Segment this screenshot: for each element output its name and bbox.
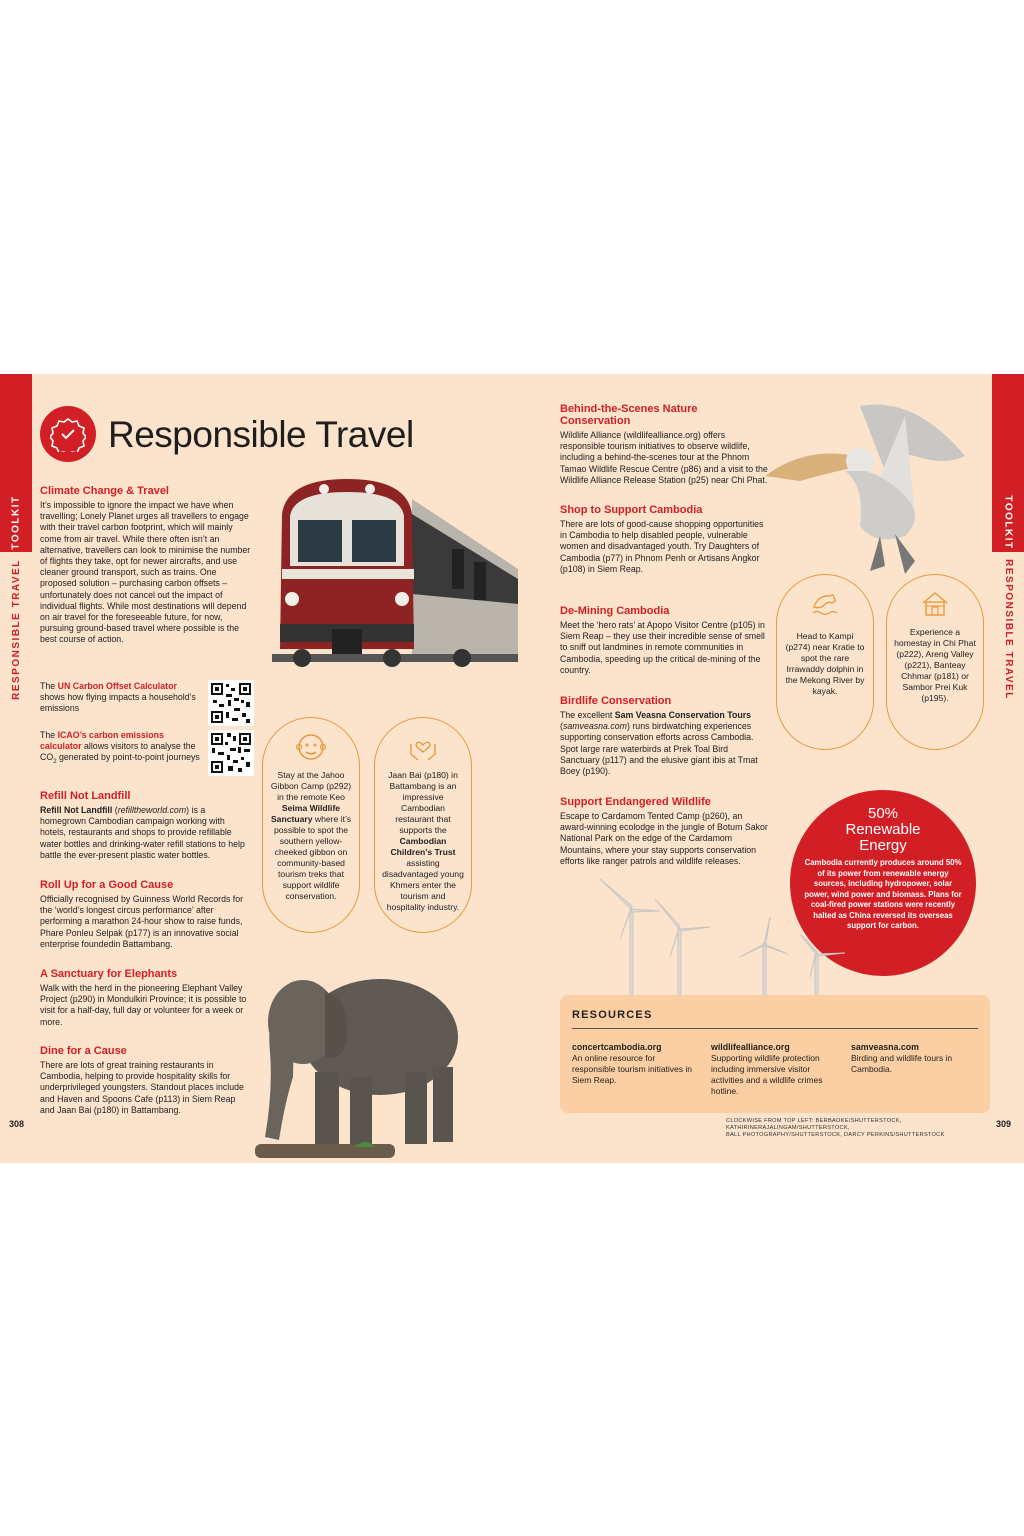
page-number-left: 308 [9, 1119, 25, 1129]
page-number-right: 309 [996, 1119, 1012, 1129]
resource-item: concertcambodia.org An online resource for responsible tourism initiatives in Siem Reap. [572, 1042, 700, 1086]
wind-turbines-illustration [560, 869, 860, 997]
dolphin-icon [810, 589, 840, 619]
resources-title: RESOURCES [572, 1009, 653, 1021]
rollup-heading: Roll Up for a Good Cause [40, 879, 174, 891]
resource-link-concertcambodia[interactable]: concertcambodia.org [572, 1042, 662, 1052]
responsible-badge-icon [40, 406, 96, 462]
house-icon [920, 589, 950, 619]
refill-heading: Refill Not Landfill [40, 790, 131, 802]
un-calculator-note: The UN Carbon Offset Calculator shows how flying impacts a household’s emissions [40, 681, 196, 714]
nature-section [560, 403, 770, 486]
left-section-tab [0, 374, 32, 1163]
dine-section [40, 1045, 252, 1116]
page-title: Responsible Travel [108, 414, 414, 455]
nature-body: Wildlife Alliance (wildlifealliance.org) offers responsible tourism initiatives to observe wildlife, including a behind-the-scenes tour at the Phnom Tamao Wildlife Rescue Centre (p86) and a visit to the Wildlife Alliance Release Station (p25) near Chi Phat. [560, 430, 768, 485]
heart-hands-icon [408, 732, 438, 762]
renewable-body: Cambodia currently produces around 50% of its power from renewable energy sources, including hydropower, solar power, wind power and biomass. Plans for coal-fired power stations were recently halted as China reversed its overseas support for carbon. [804, 858, 962, 930]
shop-section [560, 504, 770, 575]
birdlife-heading: Birdlife Conservation [560, 695, 672, 707]
renewable-line2: Energy [859, 837, 907, 854]
gibbon-camp-card: Stay at the Jahoo Gibbon Camp (p292) in the remote Keo Seima Wildlife Sanctuary where it’s possible to spot the southern yellow-cheeked gibbon on community-based tourism treks that support wildlife conservation. [262, 717, 360, 933]
rollup-body: Officially recognised by Guinness World Records for the ‘world’s longest circus performance’ after performing a marathon 24-hour show to raise funds, Phare Ponleu Selpak (p177) is an innovative social enterprise foundedin Battambang. [40, 894, 244, 949]
train-photo [262, 474, 518, 674]
demining-heading: De-Mining Cambodia [560, 605, 670, 617]
tab-toolkit-label: TOOLKIT [10, 494, 22, 550]
rollup-section [40, 879, 252, 950]
demining-section [560, 605, 770, 676]
resource-link-wildlifealliance[interactable]: wildlifealliance.org [711, 1042, 790, 1052]
tab-section-label-right: RESPONSIBLE TRAVEL [1002, 558, 1014, 700]
qr-code-icao[interactable] [208, 730, 254, 776]
endangered-heading: Support Endangered Wildlife [560, 796, 711, 808]
dine-body: There are lots of great training restaurants in Cambodia, helping to provide hospitality skills for underprivileged youngsters. Standout places include and Haven and Spoons Cafe (p113) in Siem Reap and Jaan Bai (p180) in Battambang. [40, 1060, 244, 1115]
magazine-spread [0, 374, 1024, 1163]
icao-calculator-link[interactable]: ICAO’s carbon emissions calculator [40, 730, 164, 752]
resource-item: wildlifealliance.org Supporting wildlife protection including immersive visitor activities and a wildlife crimes hotline. [711, 1042, 839, 1097]
un-calculator-link[interactable]: UN Carbon Offset Calculator [57, 681, 177, 691]
elephants-section [40, 968, 252, 1028]
nature-heading: Behind-the-Scenes Nature Conservation [560, 403, 698, 427]
right-section-tab [992, 374, 1024, 1163]
dolphin-card [776, 574, 874, 750]
dolphin-card-text: Head to Kampi (p274) near Kratie to spot the rare Irrawaddy dolphin in the Mekong River by kayak. [785, 631, 865, 696]
tab-section-label: RESPONSIBLE TRAVEL [10, 558, 22, 700]
renewable-line1: Renewable [845, 821, 921, 838]
elephants-heading: A Sanctuary for Elephants [40, 968, 178, 980]
renewable-pct: 50% [867, 805, 899, 822]
demining-body: Meet the ‘hero rats’ at Apopo Visitor Centre (p105) in Siem Reap – they use their incredible sense of smell to sniff out landmines in remote communities in Cambodia, speeding up the critical de-mining of the country. [560, 620, 765, 675]
resources-box [560, 995, 990, 1113]
endangered-body: Escape to Cardamom Tented Camp (p260), an award-winning ecolodge in the jungle of Botum Sakor National Park on the edge of the Cardamom Mountains, where your stay supports conservation efforts like ranger patrols and wildlife releases. [560, 811, 768, 866]
gibbon-icon [296, 732, 326, 762]
homestay-card-text: Experience a homestay in Chi Phat (p222), Areng Valley (p221), Banteay Chhmar (p181) or Sambor Prei Kuk (p195). [894, 627, 976, 703]
dine-heading: Dine for a Cause [40, 1045, 127, 1057]
climate-section [40, 485, 252, 646]
shop-body: There are lots of good-cause shopping opportunities in Cambodia to help disabled people, vulnerable women and disadvantaged youth. Try Daughters of Cambodia (p77) in Phnom Penh or Artisans Angkor (p108) in Siem Reap. [560, 519, 764, 574]
climate-body: It’s impossible to ignore the impact we have when travelling; Lonely Planet urges all travellers to engage with their travel carbon footprint, which will mainly come from air travel. While there often isn’t an alternative, travellers can look to minimise the number of flights they take, opt for newer aircrafts, and use cleaner ground transport, such as trains. One proposed solution – purchasing carbon offsets – unfortunately does not cancel out the impact of individual flights. While most destinations will depend on air travel for the foreseeable future, for now, pursuing ground-based travel where possible is the best course of action. [40, 500, 251, 645]
resources-divider [572, 1028, 978, 1029]
refill-section: Refill Not Landfill Refill Not Landfill (refilltheworld.com) is a homegrown Cambodian campaign working with hotels, restaurants and shops to provide refillable water bottles and drinking-water refill stations to help battle the ever-present plastic water bottles. [40, 790, 252, 861]
icao-calculator-note: The ICAO’s carbon emissions calculator allows visitors to analyse the $CO_2$ generated by point-to-point journeys [40, 730, 200, 766]
tab-toolkit-label-right: TOOLKIT [1002, 494, 1014, 550]
birdlife-section: Birdlife Conservation The excellent Sam Veasna Conservation Tours (samveasna.com) runs birdwatching experiences supporting conservation efforts across Cambodia. Spot large rare waterbirds at Prek Toal Bird Sanctuary (p117) and the elusive giant ibis at Tmat Boey (p190). [560, 695, 770, 777]
elephant-photo [255, 962, 465, 1162]
climate-heading: Climate Change & Travel [40, 485, 169, 497]
resource-link-samveasna[interactable]: samveasna.com [851, 1042, 919, 1052]
elephants-body: Walk with the herd in the pioneering Elephant Valley Project (p290) in Mondulkiri Province; it is possible to visit for a half-day, full day or volunteer for a week or more. [40, 983, 247, 1027]
endangered-section [560, 796, 770, 867]
homestay-card [886, 574, 984, 750]
qr-code-un[interactable] [208, 680, 254, 726]
resource-item: samveasna.com Birding and wildlife tours in Cambodia. [851, 1042, 979, 1075]
jaan-bai-card: Jaan Bai (p180) in Battambang is an impressive Cambodian restaurant that supports the Cambodian Children’s Trust assisting disadvantaged young Khmers enter the tourism and hospitality industry. [374, 717, 472, 933]
pelican-photo [765, 396, 987, 581]
photo-credits: CLOCKWISE FROM TOP LEFT: BERBAOKE/SHUTTERSTOCK, KATHIRINERAJALINGAM/SHUTTERSTOCK, BALL PHOTOGRAPHY/SHUTTERSTOCK, DARCY PERKINS/SHUTTERSTOCK [726, 1118, 945, 1138]
shop-heading: Shop to Support Cambodia [560, 504, 703, 516]
